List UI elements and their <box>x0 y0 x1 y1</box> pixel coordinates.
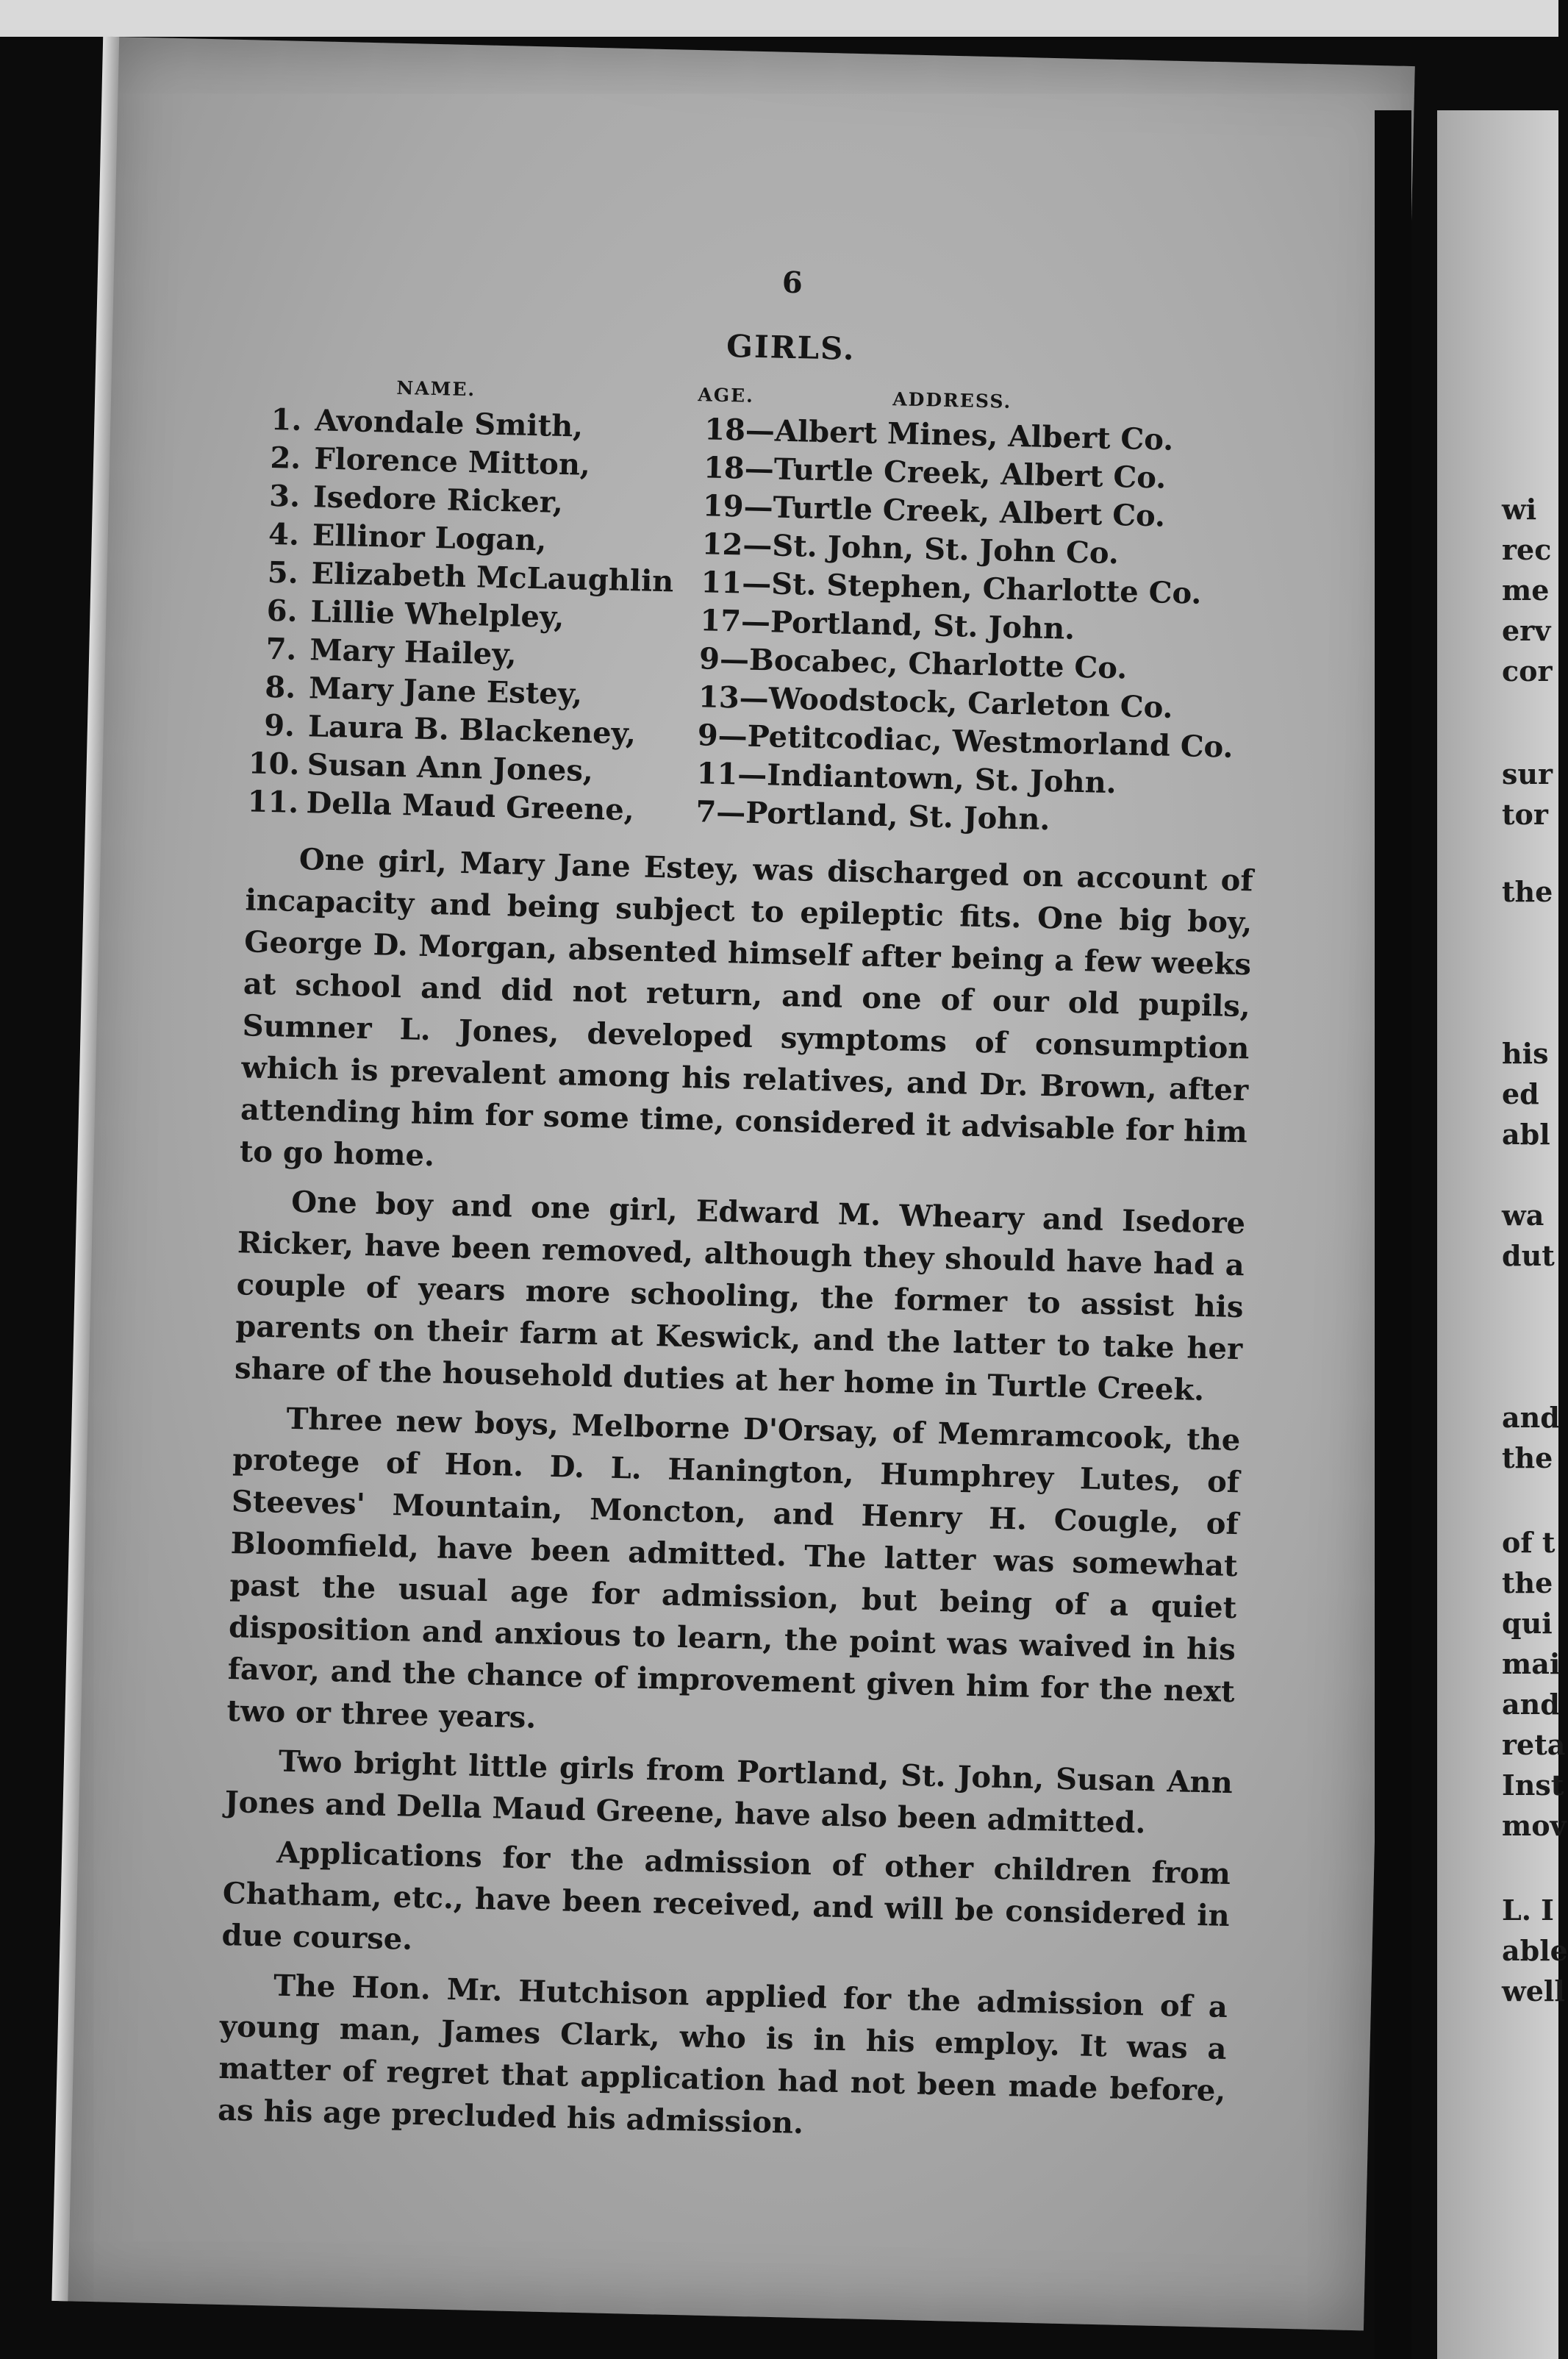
next-page-text-fragment: and <box>1502 1401 1560 1434</box>
girl-number: 8. <box>264 669 296 705</box>
girl-number: 3. <box>268 478 301 514</box>
next-page-text-fragment: erv <box>1502 614 1551 647</box>
next-page-text-fragment: the <box>1502 1566 1553 1599</box>
next-page-text-fragment: well <box>1502 1974 1565 2008</box>
next-page-text-fragment: mov <box>1502 1809 1567 1842</box>
next-page-text-fragment: and <box>1502 1688 1560 1721</box>
girl-age: 17 <box>699 603 742 639</box>
girl-age: 18 <box>703 450 745 486</box>
girl-age: 13 <box>698 679 740 715</box>
next-page-text-fragment: his <box>1502 1037 1549 1070</box>
next-page-text-fragment: ed <box>1502 1077 1539 1110</box>
girl-age: 19 <box>702 488 745 524</box>
girl-address: Turtle Creek, Albert Co. <box>773 490 1166 534</box>
body-text <box>218 837 1254 2154</box>
next-page-text-fragment: Inst <box>1502 1769 1564 1802</box>
girl-age-address: 9—Petitcodiac, Westmorland Co. <box>697 718 1234 765</box>
girl-address: Indiantown, St. John. <box>766 757 1117 801</box>
paragraph: One boy and one girl, Edward M. Wheary and Isedore Ricker, have been removed, although they should have had a couple of years more schooling, the former to assist his parents on their farm at Keswick, and the latter to take her share of the household duties at her home in Turtle Creek. <box>234 1184 1246 1408</box>
next-page-text-fragment: of t <box>1502 1526 1556 1559</box>
next-page-text-fragment: tor <box>1502 798 1548 831</box>
girl-address: Petitcodiac, Westmorland Co. <box>747 718 1234 765</box>
girl-age: 9 <box>698 641 720 677</box>
girl-number: 1. <box>271 402 302 438</box>
girl-age-address: 12—St. John, St. John Co. <box>701 527 1120 571</box>
column-header-name: NAME. <box>396 376 476 401</box>
girl-number: 11. <box>247 784 299 820</box>
girl-number: 5. <box>267 554 299 590</box>
paragraph: Three new boys, Melborne D'Orsay, of Memramcook, the protege of Hon. D. L. Hanington, Humphrey Lutes, of Steeves' Mountain, Moncton, and Henry H. Cougle, of Bloomfield, have been admitted. The latter was somewhat past the usual age for admission, but being of a quiet disposition and anxious to learn, the point was waived in his favor, and the chance of improvement given him for the next two or three years. <box>226 1401 1241 1735</box>
girl-age-address: 11—Indiantown, St. John. <box>696 756 1117 801</box>
girl-address: St. John, St. John Co. <box>771 528 1120 571</box>
girl-number: 7. <box>265 631 297 667</box>
next-page-text-fragment: dut <box>1502 1239 1555 1272</box>
next-page-text-fragment: L. I <box>1502 1894 1554 1927</box>
girl-age: 11 <box>701 565 742 601</box>
column-header-age: AGE. <box>698 384 755 407</box>
girl-age: 9 <box>697 718 719 753</box>
paragraph: One girl, Mary Jane Estey, was discharged on account of incapacity and being subject to epileptic fits. One big boy, George D. Morgan, absented himself after being a few weeks at school and did not return, and one of our old pupils, Sumner L. Jones, developed symptoms of consumption which is prevalent among his relatives, and Dr. Brown, after attending him for some time, considered it advisable for him to go home. <box>239 841 1254 1174</box>
next-page-text-fragment: rec <box>1502 533 1552 566</box>
page-content <box>217 254 1267 2161</box>
next-page-text-fragment: able <box>1502 1934 1568 1967</box>
girl-age: 7 <box>695 794 717 829</box>
girl-name: Laura B. Blackeney, <box>307 709 637 752</box>
girl-age-address: 17—Portland, St. John. <box>699 603 1075 646</box>
girl-age-address: 19—Turtle Creek, Albert Co. <box>702 488 1166 534</box>
girl-number: 10. <box>248 746 300 782</box>
girl-name: Elizabeth McLaughlin <box>311 556 674 599</box>
paragraph: Two bright little girls from Portland, St. John, Susan Ann Jones and Della Maud Greene, have also been admitted. <box>224 1744 1234 1841</box>
girl-age-address: 11—St. Stephen, Charlotte Co. <box>701 565 1202 611</box>
next-page-text-fragment: sur <box>1502 757 1553 791</box>
page-number: 6 <box>781 265 803 301</box>
girl-age: 12 <box>701 527 743 563</box>
girl-address: Bocabec, Charlotte Co. <box>748 642 1128 686</box>
paragraph: The Hon. Mr. Hutchison applied for the admission of a young man, James Clark, who is in his employ. It was a matter of regret that application had not been made before, as his age precluded his admission. <box>217 1968 1228 2141</box>
next-page-text-fragment: abl <box>1502 1118 1550 1151</box>
girl-number: 4. <box>268 516 300 552</box>
girl-age-address: 13—Woodstock, Carleton Co. <box>698 679 1174 725</box>
girl-age-address: 18—Turtle Creek, Albert Co. <box>703 450 1167 496</box>
girl-name: Ellinor Logan, <box>312 518 547 558</box>
girl-age: 11 <box>696 756 738 792</box>
column-header-address: ADDRESS. <box>892 388 1012 413</box>
girl-address: Portland, St. John. <box>770 604 1075 646</box>
girl-name: Susan Ann Jones, <box>307 747 594 789</box>
girl-number: 6. <box>266 593 298 629</box>
document-page <box>59 37 1414 2330</box>
next-page-text-fragment: the <box>1502 1441 1553 1474</box>
girl-name: Isedore Ricker, <box>312 479 564 520</box>
girl-name: Mary Jane Estey, <box>308 671 583 712</box>
section-title: GIRLS. <box>726 327 856 367</box>
next-page-text-fragment: me <box>1502 574 1550 607</box>
girl-address: Woodstock, Carleton Co. <box>768 681 1174 725</box>
next-page-text-fragment: qui <box>1502 1607 1553 1640</box>
next-page-text-fragment: wi <box>1502 493 1537 526</box>
top-film-strip <box>0 0 1558 37</box>
next-page-edge <box>1437 110 1568 2359</box>
girl-age: 18 <box>704 412 746 448</box>
girl-address: Turtle Creek, Albert Co. <box>773 452 1167 496</box>
next-page-text-fragment: reta <box>1502 1728 1566 1761</box>
girl-age-address: 9—Bocabec, Charlotte Co. <box>698 641 1128 686</box>
girl-age-address: 18—Albert Mines, Albert Co. <box>704 412 1174 457</box>
girl-age-address: 7—Portland, St. John. <box>695 794 1050 838</box>
next-page-text-fragment: cor <box>1502 654 1553 688</box>
paragraph: Applications for the admission of other children from Chatham, etc., have been received, and will be considered in due course. <box>221 1835 1231 1957</box>
girl-number: 9. <box>263 707 296 743</box>
girl-address: Portland, St. John. <box>745 795 1050 838</box>
girl-name: Avondale Smith, <box>314 403 584 444</box>
girl-number: 2. <box>269 440 301 476</box>
next-page-text-fragment: wa <box>1502 1199 1544 1232</box>
next-page-text-fragment: the <box>1502 875 1553 908</box>
page-gutter <box>1375 110 1411 2359</box>
girls-table <box>247 401 1264 844</box>
girl-name: Della Maud Greene, <box>306 785 635 828</box>
girl-address: Albert Mines, Albert Co. <box>774 413 1174 457</box>
girl-name: Florence Mitton, <box>313 441 591 482</box>
next-page-text-fragment: mai <box>1502 1647 1561 1680</box>
girl-name: Lillie Whelpley, <box>310 594 565 635</box>
girl-name: Mary Hailey, <box>309 632 518 672</box>
page-spine <box>51 37 119 2302</box>
girl-address: St. Stephen, Charlotte Co. <box>770 566 1202 611</box>
